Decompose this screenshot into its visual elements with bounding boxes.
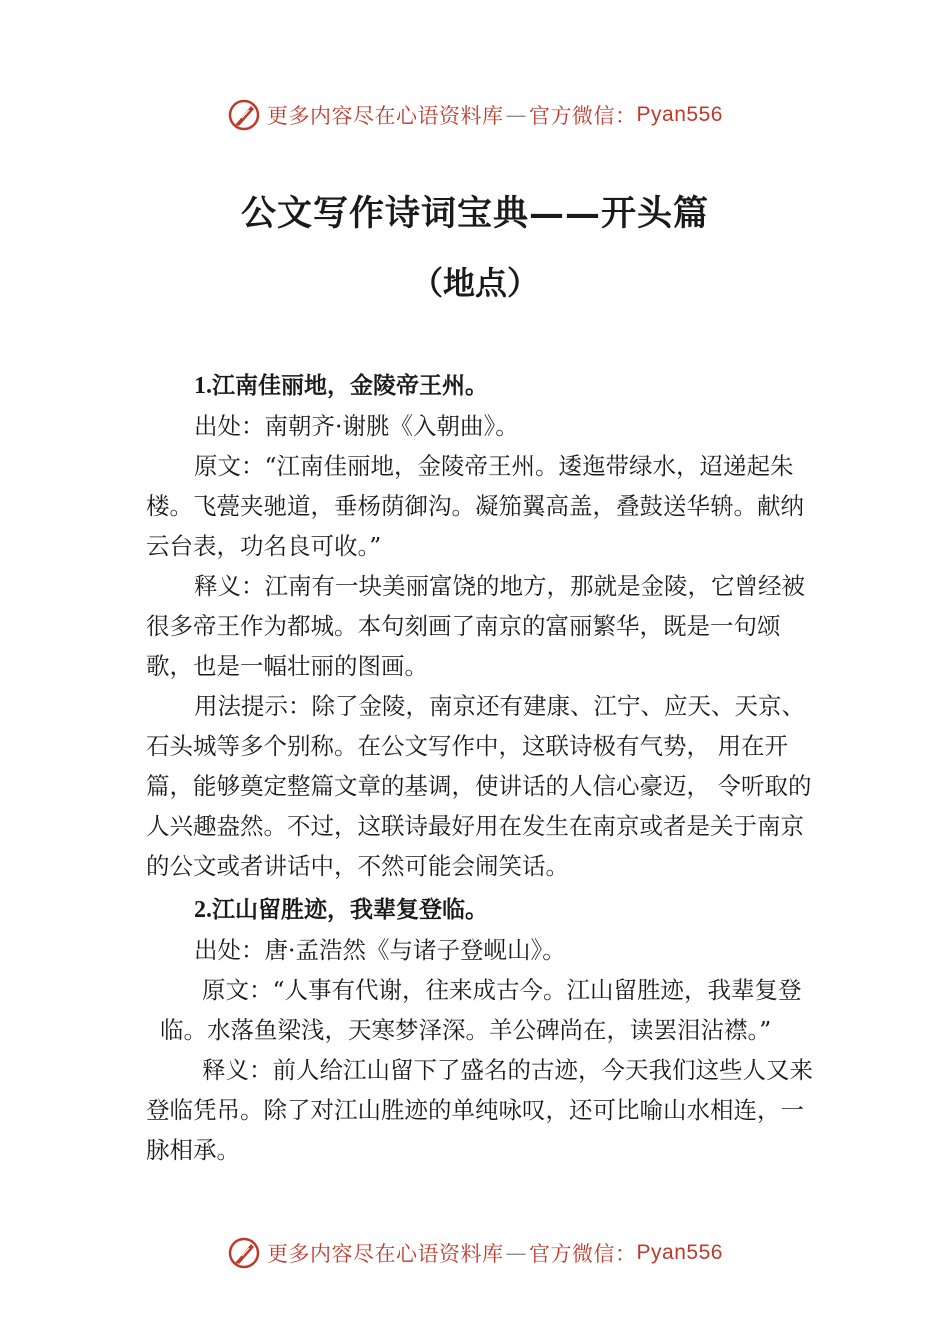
section-meaning: 释义：前人给江山留下了盛名的古迹，今天我们这些人又来登临凭吊。除了对江山胜迹的单纯咏叹，还可比喻山水相连，一脉相承。 [146, 1056, 813, 1164]
section-original: 原文：“江南佳丽地，金陵帝王州。逶迤带绿水，迢递起朱楼。飞甍夹驰道，垂杨荫御沟。凝笳翼高盖，叠鼓送华辀。献纳云台表，功名良可收。” [146, 452, 804, 560]
section-heading-text: 江南佳丽地，金陵帝王州。 [212, 373, 488, 399]
banner-label: 更多内容尽在心语资料库 [267, 104, 504, 128]
banner-wechat-label: 官方微信： [529, 1242, 637, 1266]
footer-banner [0, 1233, 950, 1273]
feather-pen-icon [227, 1236, 261, 1270]
section-2 [146, 890, 814, 1170]
banner-dash: — [505, 103, 528, 127]
section-heading [146, 366, 814, 406]
section-source: 出处：南朝齐·谢朓《入朝曲》。 [194, 412, 519, 440]
document-body [146, 362, 814, 1170]
section-1 [146, 366, 814, 886]
section-heading [146, 890, 814, 930]
feather-pen-icon [227, 98, 261, 132]
page-title: 公文写作诗词宝典——开头篇 [240, 193, 709, 234]
banner-dash: — [505, 1241, 528, 1265]
section-source: 出处：唐·孟浩然《与诸子登岘山》。 [194, 936, 566, 964]
banner-label: 更多内容尽在心语资料库 [267, 1242, 504, 1266]
section-heading-text: 江山留胜迹，我辈复登临。 [212, 897, 488, 923]
banner-wechat-id: Pyan556 [636, 1241, 723, 1264]
section-original: 原文：“人事有代谢，往来成古今。江山留胜迹，我辈复登临。水落鱼梁浅，天寒梦泽深。羊公碑尚在，读罢泪沾襟。” [160, 976, 802, 1044]
section-number: 2. [194, 897, 212, 923]
section-number: 1. [194, 373, 212, 399]
section-usage: 用法提示：除了金陵，南京还有建康、江宁、应天、天京、石头城等多个别称。在公文写作中，这联诗极有气势， 用在开篇，能够奠定整篇文章的基调，使讲话的人信心豪迈， 令听取的人兴趣盎然。不过，这联诗最好用在发生在南京或者是关于南京的公文或者讲话中，不然可能会闹笑话。 [146, 692, 812, 880]
page-subtitle: （地点） [410, 264, 539, 302]
banner-wechat-label: 官方微信： [529, 104, 637, 128]
header-banner [0, 95, 950, 135]
banner-wechat-id: Pyan556 [636, 103, 723, 126]
section-meaning: 释义：江南有一块美丽富饶的地方，那就是金陵，它曾经被很多帝王作为都城。本句刻画了南京的富丽繁华，既是一句颂歌，也是一幅壮丽的图画。 [146, 572, 805, 680]
